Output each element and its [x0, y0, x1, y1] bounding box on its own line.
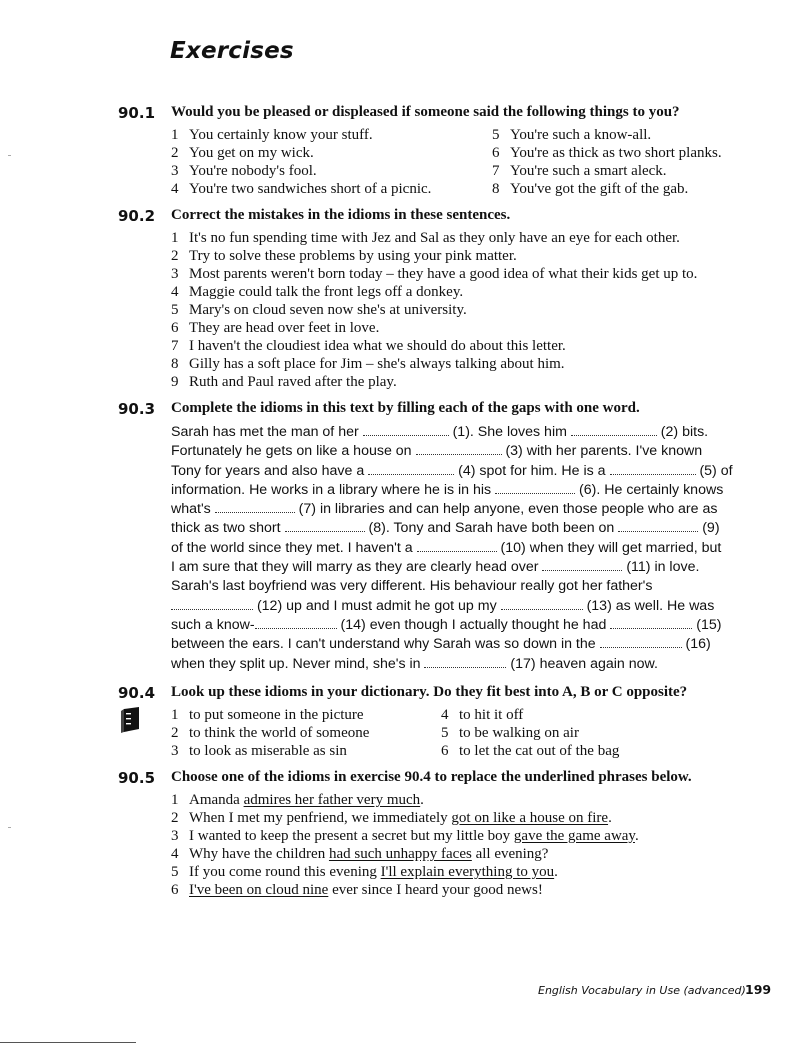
- item-number: 4: [171, 846, 179, 862]
- item-text: to let the cat out of the bag: [459, 743, 620, 759]
- item-text: You're nobody's fool.: [189, 163, 317, 179]
- list-item: 2 When I met my penfriend, we immediately got on like a house on fire.: [171, 810, 612, 826]
- item-number: 3: [171, 266, 179, 282]
- item-number: 2: [171, 725, 179, 741]
- list-item: [171, 725, 369, 742]
- text-line: of the world since they met. I haven't a (10) when they will get married, but: [171, 539, 722, 556]
- item-number: 7: [171, 338, 179, 354]
- item-number: 2: [171, 810, 179, 826]
- list-item: [171, 320, 379, 337]
- item-number: 1: [171, 792, 179, 808]
- item-number: 6: [441, 743, 449, 759]
- text-line: (12) up and I must admit he got up my (13) as well. He was: [171, 597, 771, 616]
- list-item: [171, 145, 314, 162]
- item-text: Try to solve these problems by using your pink matter.: [189, 248, 517, 264]
- item-number: 2: [171, 248, 179, 264]
- item-number: 8: [492, 181, 500, 197]
- list-item: [171, 374, 397, 391]
- item-text: I haven't the cloudiest idea what we should do about this letter.: [189, 338, 566, 354]
- item-number: 3: [171, 163, 179, 179]
- blank-gap[interactable]: [424, 655, 506, 668]
- list-item: 5 If you come round this evening I'll explain everything to you.: [171, 864, 558, 880]
- item-number: 7: [492, 163, 500, 179]
- item-text: It's no fun spending time with Jez and Sal as they only have an eye for each other.: [189, 230, 680, 246]
- list-item: [492, 145, 722, 162]
- exercise-instruction: Correct the mistakes in the idioms in these sentences.: [171, 207, 511, 223]
- blank-gap[interactable]: [610, 616, 692, 629]
- item-text: They are head over feet in love.: [189, 320, 380, 336]
- item-text: Mary's on cloud seven now she's at university.: [189, 302, 467, 318]
- item-text: You're two sandwiches short of a picnic.: [189, 181, 432, 197]
- gap-fill-text: [171, 423, 771, 674]
- blank-gap[interactable]: [600, 635, 682, 648]
- item-number: 6: [492, 145, 500, 161]
- blank-gap[interactable]: [495, 481, 575, 494]
- blank-gap[interactable]: [171, 597, 253, 610]
- text-line: Sarah has met the man of her (1). She loves him (2) bits.: [171, 424, 709, 440]
- underlined-phrase: admires her father very much: [243, 792, 421, 808]
- item-number: 3: [171, 828, 179, 844]
- blank-gap[interactable]: [610, 462, 696, 475]
- list-item: [171, 743, 347, 760]
- exercise-number: 90.4: [118, 684, 156, 702]
- exercise-instruction: Would you be pleased or displeased if someone said the following things to you?: [171, 104, 680, 120]
- list-item: [171, 181, 431, 198]
- list-item: [171, 248, 517, 265]
- item-text: Gilly has a soft place for Jim – she's always talking about him.: [189, 356, 565, 372]
- item-text: You get on my wick.: [189, 145, 314, 161]
- item-text: to think the world of someone: [189, 725, 370, 741]
- item-number: 1: [171, 707, 179, 723]
- list-item: [171, 284, 463, 301]
- page-title: Exercises: [170, 38, 294, 64]
- list-item: 6 I've been on cloud nine ever since I heard your good news!: [171, 882, 543, 898]
- list-item: [171, 163, 317, 180]
- list-item: [171, 707, 364, 724]
- blank-gap[interactable]: [285, 519, 365, 532]
- list-item: [171, 356, 565, 373]
- exercise-number: 90.3: [118, 400, 156, 418]
- blank-gap[interactable]: [571, 423, 657, 436]
- item-number: 4: [171, 181, 179, 197]
- item-number: 9: [171, 374, 179, 390]
- item-text: You've got the gift of the gab.: [510, 181, 689, 197]
- item-number: 4: [171, 284, 179, 300]
- exercise-instruction: Look up these idioms in your dictionary. Do they fit best into A, B or C opposite?: [171, 684, 688, 700]
- underlined-phrase: got on like a house on fire: [451, 810, 609, 826]
- exercise-number: 90.5: [118, 769, 156, 787]
- list-item: 4 Why have the children had such unhappy faces all evening?: [171, 846, 549, 862]
- text-line: such a know- (14) even though I actually thought he had (15): [171, 616, 722, 633]
- list-item: [492, 181, 688, 198]
- item-number: 5: [171, 864, 179, 880]
- blank-gap[interactable]: [416, 442, 502, 455]
- text-line: Fortunately he gets on like a house on (3) with her parents. I've known: [171, 443, 703, 460]
- page-number: 199: [745, 982, 772, 997]
- underlined-phrase: gave the game away: [513, 828, 635, 844]
- item-number: 4: [441, 707, 449, 723]
- item-text: You're such a smart aleck.: [510, 163, 667, 179]
- list-item: [171, 302, 467, 319]
- text-line: Tony for years and also have a (4) spot for him. He is a (5) of: [171, 462, 733, 479]
- blank-gap[interactable]: [501, 597, 583, 610]
- list-item: [171, 127, 373, 144]
- exercise-instruction: Complete the idioms in this text by filling each of the gaps with one word.: [171, 400, 640, 416]
- item-text: You're as thick as two short planks.: [510, 145, 722, 161]
- item-text: Most parents weren't born today – they have a good idea of what their kids get up to.: [189, 266, 698, 282]
- list-item: [171, 338, 566, 355]
- item-number: 8: [171, 356, 179, 372]
- item-text: to be walking on air: [459, 725, 579, 741]
- exercise-instruction: Choose one of the idioms in exercise 90.4 to replace the underlined phrases below.: [171, 769, 692, 785]
- list-item: 1 Amanda admires her father very much.: [171, 792, 424, 808]
- underlined-phrase: I'll explain everything to you: [380, 864, 555, 880]
- blank-gap[interactable]: [417, 539, 497, 552]
- blank-gap[interactable]: [363, 423, 449, 436]
- margin-mark: [8, 155, 11, 156]
- list-item: 3 I wanted to keep the present a secret but my little boy gave the game away.: [171, 828, 639, 844]
- text-line: information. He works in a library where he is in his (6). He certainly knows: [171, 481, 724, 498]
- text-line: I am sure that they will marry as they are clearly head over (11) in love.: [171, 559, 700, 576]
- item-text: Ruth and Paul raved after the play.: [189, 374, 397, 390]
- item-number: 3: [171, 743, 179, 759]
- blank-gap[interactable]: [255, 616, 337, 629]
- list-item: [492, 127, 651, 144]
- text-line: when they split up. Never mind, she's in (17) heaven again now.: [171, 655, 658, 672]
- item-text: to look as miserable as sin: [189, 743, 347, 759]
- blank-gap[interactable]: [618, 519, 698, 532]
- item-text: You certainly know your stuff.: [189, 127, 373, 143]
- text-line: thick as two short (8). Tony and Sarah have both been on (9): [171, 520, 720, 537]
- item-number: 6: [171, 320, 179, 336]
- item-text: You're such a know-all.: [510, 127, 652, 143]
- footer-book-title: English Vocabulary in Use (advanced): [538, 984, 746, 997]
- blank-gap[interactable]: [215, 500, 295, 513]
- exercise-number: 90.2: [118, 207, 156, 225]
- list-item: [492, 163, 667, 180]
- list-item: [171, 230, 680, 247]
- margin-mark: [8, 827, 11, 828]
- bottom-rule: [0, 1042, 136, 1043]
- text-line: between the ears. I can't understand why Sarah was so down in the (16): [171, 636, 711, 653]
- item-number: 6: [171, 882, 179, 898]
- blank-gap[interactable]: [542, 558, 622, 571]
- item-number: 1: [171, 127, 179, 143]
- item-text: to hit it off: [459, 707, 524, 723]
- list-item: [171, 266, 697, 283]
- text-line: Sarah's last boyfriend was very different. His behaviour really got her father's: [171, 578, 653, 595]
- item-number: 5: [492, 127, 500, 143]
- item-number: 5: [441, 725, 449, 741]
- underlined-phrase: I've been on cloud nine: [189, 882, 329, 898]
- underlined-phrase: had such unhappy faces: [328, 846, 472, 862]
- item-text: to put someone in the picture: [189, 707, 364, 723]
- text-line: what's (7) in libraries and can help anyone, even those people who are as: [171, 501, 718, 518]
- list-item: [441, 725, 579, 742]
- item-number: 1: [171, 230, 179, 246]
- item-number: 5: [171, 302, 179, 318]
- item-text: Maggie could talk the front legs off a donkey.: [189, 284, 464, 300]
- blank-gap[interactable]: [368, 462, 454, 475]
- list-item: [441, 707, 523, 724]
- list-item: [441, 743, 619, 760]
- item-number: 2: [171, 145, 179, 161]
- dictionary-book-icon: [120, 706, 142, 733]
- exercise-number: 90.1: [118, 104, 156, 122]
